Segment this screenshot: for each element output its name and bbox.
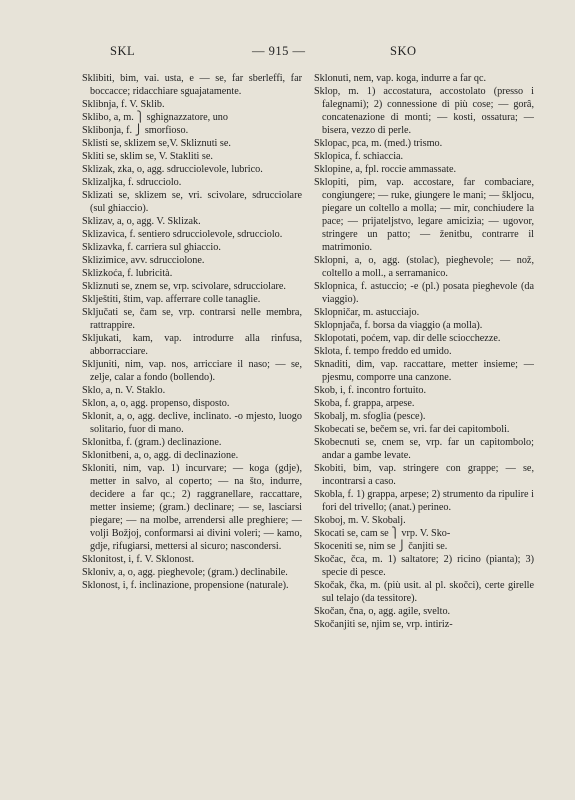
dictionary-entry: Sklizimice, avv. sdrucciolone. (82, 255, 205, 266)
header-right: SKO (390, 44, 417, 58)
dictionary-entry: Sklibonja, f. ⎭ smorfioso. (82, 125, 189, 136)
dictionary-entry: Skliznuti se, znem se, vrp. scivolare, sdrucciolare. (82, 281, 286, 292)
dictionary-entry: Sklopni, a, o, agg. (stolac), pieghevole; — nož, coltello a moll., a serramanico. (314, 255, 534, 279)
dictionary-entry: Sklonuti, nem, vap. koga, indurre a far qc. (314, 73, 487, 84)
header-left: SKL (110, 44, 136, 58)
dictionary-entry: Skočak, čka, m. (più usit. al pl. skočci), certe girelle sul telajo (da tessitore). (314, 580, 534, 604)
dictionary-entry: Sklibiti, bim, vai. usta, e — se, far sberleffi, far boccacce; ridacchiare sguajatamente. (82, 73, 302, 97)
page-number: — 915 — (252, 44, 306, 58)
dictionary-entry: Skloniti, nim, vap. 1) incurvare; — koga (gdje), metter in salvo, al coperto; — na što, indurre, decidere a far qc.; 2) raggranellare, raccattare, metter insieme; (gram.) declinare; — se, lasciarsi piegare; — na molbe, arrendersi alle preghiere; — volji Božjoj, conformarsi ai divini voleri; — kamo, gdje, rifugiarsi, mettersi al sicuro; nascondersi. (82, 463, 302, 552)
dictionary-entry: Skoboj, m. V. Skobalj. (314, 515, 406, 526)
dictionary-entry: Skobalj, m. sfoglia (pesce). (314, 411, 426, 422)
dictionary-entry: Skljuniti, nim, vap. nos, arricciare il naso; — se, zelje, calar a fondo (bollendo). (82, 359, 302, 383)
dictionary-entry: Sklonitbeni, a, o, agg. di declinazione. (82, 450, 239, 461)
dictionary-entry: Sklonost, i, f. inclinazione, propensione (naturale). (82, 580, 289, 591)
dictionary-entry: Sklopica, f. schiaccia. (314, 151, 404, 162)
dictionary-entry: Skobecati se, bečem se, vri. far dei capitomboli. (314, 424, 510, 435)
dictionary-entry: Sklopiti, pim, vap. accostare, far combaciare, congiungere; — ruke, giungere le mani; — škljocu, piegare un coltello a molla; — mir, conchiudere la pace; — prijateljstvo, legare amicizia; — ugovor, stringere un patto; — ženitbu, contrarre il matrimonio. (314, 177, 534, 253)
dictionary-entry: Sključati se, čam se, vrp. contrarsi nelle membra, rattrappire. (82, 307, 302, 331)
dictionary-entry: Skobla, f. 1) grappa, arpese; 2) strumento da ripulire i fori del trivello; (anat.) perineo. (314, 489, 534, 513)
dictionary-entry: Skocati se, cam se ⎫ vrp. V. Sko- (314, 528, 451, 539)
left-column (82, 72, 302, 592)
dictionary-entry: Sklopine, a, fpl. roccie ammassate. (314, 164, 457, 175)
dictionary-entry: Sklo, a, n. V. Staklo. (82, 385, 166, 396)
dictionary-entry: Sklonitost, i, f. V. Sklonost. (82, 554, 194, 565)
dictionary-entry: Sknaditi, dim, vap. raccattare, metter insieme; — pjesmu, comporre una canzone. (314, 359, 534, 383)
dictionary-entry: Sklizavka, f. carriera sul ghiaccio. (82, 242, 221, 253)
dictionary-entry: Sklisti se, sklizem se,V. Skliznuti se. (82, 138, 231, 149)
dictionary-entry: Sklopotati, poćem, vap. dir delle sciocchezze. (314, 333, 501, 344)
dictionary-entry: Skoceniti se, nim se ⎭ čanjiti se. (314, 541, 448, 552)
dictionary-entry: Sklizav, a, o, agg. V. Sklizak. (82, 216, 201, 227)
dictionary-entry: Sklizavica, f. sentiero sdrucciolevole, sdrucciolo. (82, 229, 283, 240)
dictionary-entry: Skloniv, a, o, agg. pieghevole; (gram.) declinabile. (82, 567, 288, 578)
dictionary-entry: Sklizkoća, f. lubricità. (82, 268, 173, 279)
dictionary-entry: Sklon, a, o, agg. propenso, disposto. (82, 398, 230, 409)
dictionary-entry: Skobecnuti se, cnem se, vrp. far un capitombolo; andar a gambe levate. (314, 437, 534, 461)
dictionary-entry: Sklonit, a, o, agg. declive, inclinato. -o mjesto, luogo solitario, fuor di mano. (82, 411, 302, 435)
dictionary-entry: Skljukati, kam, vap. introdurre alla rinfusa, abborracciare. (82, 333, 302, 357)
dictionary-entry: Skočan, čna, o, agg. agile, svelto. (314, 606, 451, 617)
dictionary-entry: Sklota, f. tempo freddo ed umido. (314, 346, 452, 357)
dictionary-entry: Sklopac, pca, m. (med.) trismo. (314, 138, 443, 149)
dictionary-entry: Sklopničar, m. astucciajo. (314, 307, 420, 318)
right-column (314, 72, 534, 631)
dictionary-entry: Sklibnja, f. V. Sklib. (82, 99, 165, 110)
dictionary-entry: Skočac, čca, m. 1) saltatore; 2) ricino (pianta); 3) specie di pesce. (314, 554, 534, 578)
dictionary-entry: Sklizak, zka, o, agg. sdrucciolevole, lubrico. (82, 164, 263, 175)
dictionary-entry: Sklibo, a, m. ⎫ sghignazzatore, uno (82, 112, 228, 123)
dictionary-entry: Skočanjiti se, njim se, vrp. intiriz- (314, 619, 453, 630)
dictionary-entry: Sklonitba, f. (gram.) declinazione. (82, 437, 222, 448)
dictionary-entry: Sklizati se, sklizem se, vri. scivolare, sdrucciolare (sul ghiaccio). (82, 190, 302, 214)
dictionary-entry: Skobiti, bim, vap. stringere con grappe; — se, incontrarsi a caso. (314, 463, 534, 487)
dictionary-entry: Sklještiti, štim, vap. afferrare colle tanaglie. (82, 294, 261, 305)
dictionary-entry: Skliti se, sklim se, V. Stakliti se. (82, 151, 213, 162)
dictionary-entry: Sklop, m. 1) accostatura, accostolato (presso i falegnami); 2) connessione di più cose; — gorâ, concatenazione di monti; — kosti, ossatura; — bisera, vezzo di perle. (314, 86, 534, 136)
dictionary-entry: Sklizaljka, f. sdrucciolo. (82, 177, 182, 188)
dictionary-entry: Skoba, f. grappa, arpese. (314, 398, 415, 409)
dictionary-entry: Sklopnjača, f. borsa da viaggio (a molla). (314, 320, 483, 331)
dictionary-entry: Skob, i, f. incontro fortuito. (314, 385, 427, 396)
dictionary-entry: Sklopnica, f. astuccio; -e (pl.) posata pieghevole (da viaggio). (314, 281, 534, 305)
